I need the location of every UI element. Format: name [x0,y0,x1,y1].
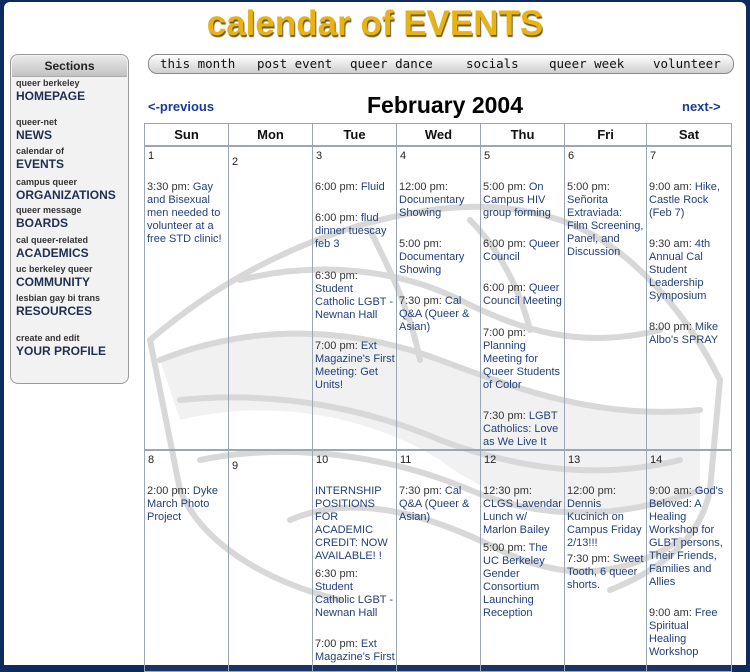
event-entry[interactable] [399,295,479,334]
event-time: 3:30 pm: [147,181,190,193]
sidebar-item-label[interactable]: RESOURCES [16,304,93,318]
sidebar-item-profile[interactable] [16,333,106,358]
event-title-link[interactable]: Cal Q&A (Queer & Asian) [399,295,470,333]
event-time: 12:00 pm: [399,181,448,193]
event-entry[interactable] [567,485,645,550]
event-title-link[interactable]: Gay and Bisexual men needed to volunteer at a free STD clinic! [147,181,222,245]
sidebar-item-caption: lesbian gay bi trans [16,293,101,303]
event-title-link[interactable]: Ext Magazine's First Meeting: Get Units! [315,340,395,391]
event-title-link[interactable]: INTERNSHIP POSITIONS FOR ACADEMIC CREDIT: NOW AVAILABLE! ! [315,485,388,562]
event-entry[interactable] [147,485,225,524]
event-entry[interactable] [315,638,395,664]
sidebar-item-caption: cal queer-related [16,235,89,245]
event-title-link[interactable]: Cal Q&A (Queer & Asian) [399,485,470,523]
sidebar-item-label[interactable]: BOARDS [16,216,69,230]
event-entry[interactable] [483,238,563,264]
event-time: 8:00 pm: [649,321,692,333]
event-title-link[interactable]: Dennis Kucinich on Campus Friday 2/13!!! [567,498,642,549]
event-title-link[interactable]: Señorita Extraviada: Film Screening, Panel, and Discussion [567,194,644,258]
event-time: 9:00 am: [649,607,692,619]
event-title-link[interactable]: On Campus HIV group forming [483,181,551,219]
sidebar-item-label[interactable]: EVENTS [16,157,65,171]
day-number: 9 [232,460,239,472]
tab-socials[interactable]: socials [466,56,519,71]
event-title-link[interactable]: LGBT Catholics: Love as We Live It [483,410,559,448]
event-time: 6:00 pm: [483,282,526,294]
weekday-header-row [144,123,732,145]
day-cell[interactable] [396,450,481,672]
event-title-link[interactable]: Hike, Castle Rock (Feb 7) [649,181,720,219]
event-entry[interactable] [483,327,563,392]
event-entry[interactable] [483,410,563,449]
event-title-link[interactable]: Dyke March Photo Project [147,485,218,523]
day-cell[interactable] [480,146,565,450]
event-entry[interactable] [567,553,645,592]
weekday-header: Thu [480,123,565,146]
event-entry[interactable] [483,181,563,220]
day-cell[interactable] [144,450,229,672]
section-tab-bar [148,54,734,74]
event-time: 6:00 pm: [315,212,358,224]
day-cell[interactable] [646,146,732,450]
tab-queer-dance[interactable]: queer dance [350,56,433,71]
sections-sidebar [10,54,129,384]
sidebar-item-label[interactable]: ORGANIZATIONS [16,188,116,202]
event-entry[interactable] [483,542,561,620]
event-time: 7:30 pm: [399,295,442,307]
event-time: 6:00 pm: [315,181,358,193]
event-title-link[interactable]: Queer Council Meeting [483,282,562,307]
day-cell[interactable] [564,146,647,450]
event-time: 6:30 pm: [315,568,358,580]
event-entry[interactable] [649,607,729,659]
event-title-link[interactable]: Documentary Showing [399,194,465,219]
day-cell[interactable] [144,146,229,450]
event-title-link[interactable]: Student Catholic LGBT - Newnan Hall [315,283,394,321]
day-number: 14 [650,454,663,466]
event-title-link[interactable]: flud dinner tuescay feb 3 [315,212,387,250]
sidebar-item-resources[interactable] [16,293,100,318]
event-entry[interactable] [399,485,479,524]
day-number: 12 [484,454,497,466]
event-time: 2:00 pm: [147,485,190,497]
event-time: 6:30 pm: [315,270,358,282]
event-title-link[interactable]: CLGS Lavendar Lunch w/ Marlon Bailey [483,498,562,536]
day-number: 10 [316,454,329,466]
weekday-header: Wed [396,123,481,146]
sidebar-item-caption: create and edit [16,333,80,343]
event-time: 5:00 pm: [483,181,526,193]
day-number: 7 [650,150,657,162]
event-entry[interactable] [315,270,395,322]
month-title: February 2004 [367,92,523,118]
event-title-link[interactable]: Fluid [360,181,385,193]
day-cell[interactable] [228,450,313,672]
event-entry[interactable] [567,181,645,259]
event-title-link[interactable]: Queer Council [483,238,560,263]
day-cell[interactable] [646,450,732,672]
sidebar-item-caption: calendar of [16,146,65,156]
event-time: 7:00 pm: [315,340,358,352]
event-entry[interactable] [483,485,563,537]
sidebar-item-caption: uc berkeley queer [16,264,93,274]
sidebar-item-organizations[interactable] [16,177,116,202]
sidebar-item-caption: queer berkeley [16,78,80,88]
tab-post-event[interactable]: post event [257,56,333,71]
day-number: 3 [316,150,323,162]
event-time: 9:00 am: [649,485,692,497]
event-time: 12:00 pm: [567,485,616,497]
event-entry[interactable] [315,568,395,620]
event-time: 7:30 pm: [399,485,442,497]
tab-this-month[interactable]: this month [160,56,236,71]
event-title-link[interactable]: Mike Albo's SPRAY [649,321,719,346]
sidebar-item-caption: queer-net [16,117,58,127]
day-number: 5 [484,150,491,162]
day-cell[interactable] [312,146,397,450]
event-entry[interactable] [315,485,395,563]
event-time: 5:00 pm: [399,238,442,250]
event-title-link[interactable]: Ext Magazine's First [315,638,395,663]
sidebar-item-academics[interactable] [16,235,89,260]
day-number: 4 [400,150,407,162]
day-cell[interactable] [312,450,397,672]
tab-queer-week[interactable]: queer week [549,56,625,71]
sidebar-item-boards[interactable] [16,205,82,230]
day-number: 8 [148,454,155,466]
previous-month-link[interactable]: <-previous [148,99,215,114]
event-entry[interactable] [315,181,395,194]
sidebar-item-label[interactable]: NEWS [16,128,52,142]
weekday-header: Fri [564,123,647,146]
sidebar-heading: Sections [12,56,127,77]
tab-volunteer[interactable]: volunteer [653,56,721,71]
event-entry[interactable] [147,181,225,246]
event-entry[interactable] [315,212,393,251]
event-time: 12:30 pm: [483,485,532,497]
event-time: 9:30 am: [649,238,692,250]
day-number: 13 [568,454,581,466]
event-title-link[interactable]: God's Beloved: A Healing Workshop for GLBT persons, Their Friends, Families and Allies [649,485,724,588]
event-time: 6:00 pm: [483,238,526,250]
day-number: 1 [148,150,155,162]
event-time: 5:00 pm: [483,542,526,554]
event-title-link[interactable]: The UC Berkeley Gender Consortium Launching Reception [483,542,548,619]
event-title-link[interactable]: 4th Annual Cal Student Leadership Symposium [649,238,711,302]
event-entry[interactable] [649,181,729,220]
day-number: 11 [400,454,412,466]
day-number: 6 [568,150,575,162]
day-cell[interactable] [228,146,313,450]
day-number: 2 [232,156,239,168]
day-cell[interactable] [396,146,481,450]
event-title-link[interactable]: Sweet Tooth, 6 queer shorts. [567,553,644,591]
event-title-link[interactable]: Planning Meeting for Queer Students of Color [483,340,561,391]
weekday-header: Sun [144,123,229,146]
event-time: 7:30 pm: [483,410,526,422]
sidebar-item-label[interactable]: ACADEMICS [16,246,89,260]
event-entry[interactable] [649,485,729,589]
sidebar-item-caption: campus queer [16,177,78,187]
day-cell[interactable] [564,450,647,672]
event-entry[interactable] [649,321,729,347]
sidebar-item-label[interactable]: COMMUNITY [16,275,90,289]
weekday-header: Mon [228,123,313,146]
event-time: 5:00 pm: [567,181,610,193]
sidebar-item-caption: queer message [16,205,82,215]
event-title-link[interactable]: Free Spiritual Healing Workshop [649,607,718,658]
sidebar-item-label[interactable]: HOMEPAGE [16,89,86,103]
weekday-header: Tue [312,123,397,146]
event-time: 7:00 pm: [315,638,358,650]
event-entry[interactable] [399,181,471,220]
sidebar-item-community[interactable] [16,264,93,289]
sidebar-item-label[interactable]: YOUR PROFILE [16,344,107,358]
weekday-header: Sat [646,123,732,146]
event-time: 9:00 am: [649,181,692,193]
sidebar-item-news[interactable] [16,117,57,142]
event-entry[interactable] [399,238,471,277]
event-title-link[interactable]: Student Catholic LGBT - Newnan Hall [315,581,394,619]
event-entry[interactable] [315,340,395,392]
day-cell[interactable] [480,450,565,672]
event-time: 7:00 pm: [483,327,526,339]
event-entry[interactable] [483,282,563,308]
sidebar-item-events[interactable] [16,146,64,171]
event-time: 7:30 pm: [567,553,610,565]
event-entry[interactable] [649,238,729,303]
sidebar-item-homepage[interactable] [16,78,85,103]
event-title-link[interactable]: Documentary Showing [399,251,465,276]
next-month-link[interactable]: next-> [682,99,721,114]
site-title: calendar of EVENTS [206,4,544,43]
